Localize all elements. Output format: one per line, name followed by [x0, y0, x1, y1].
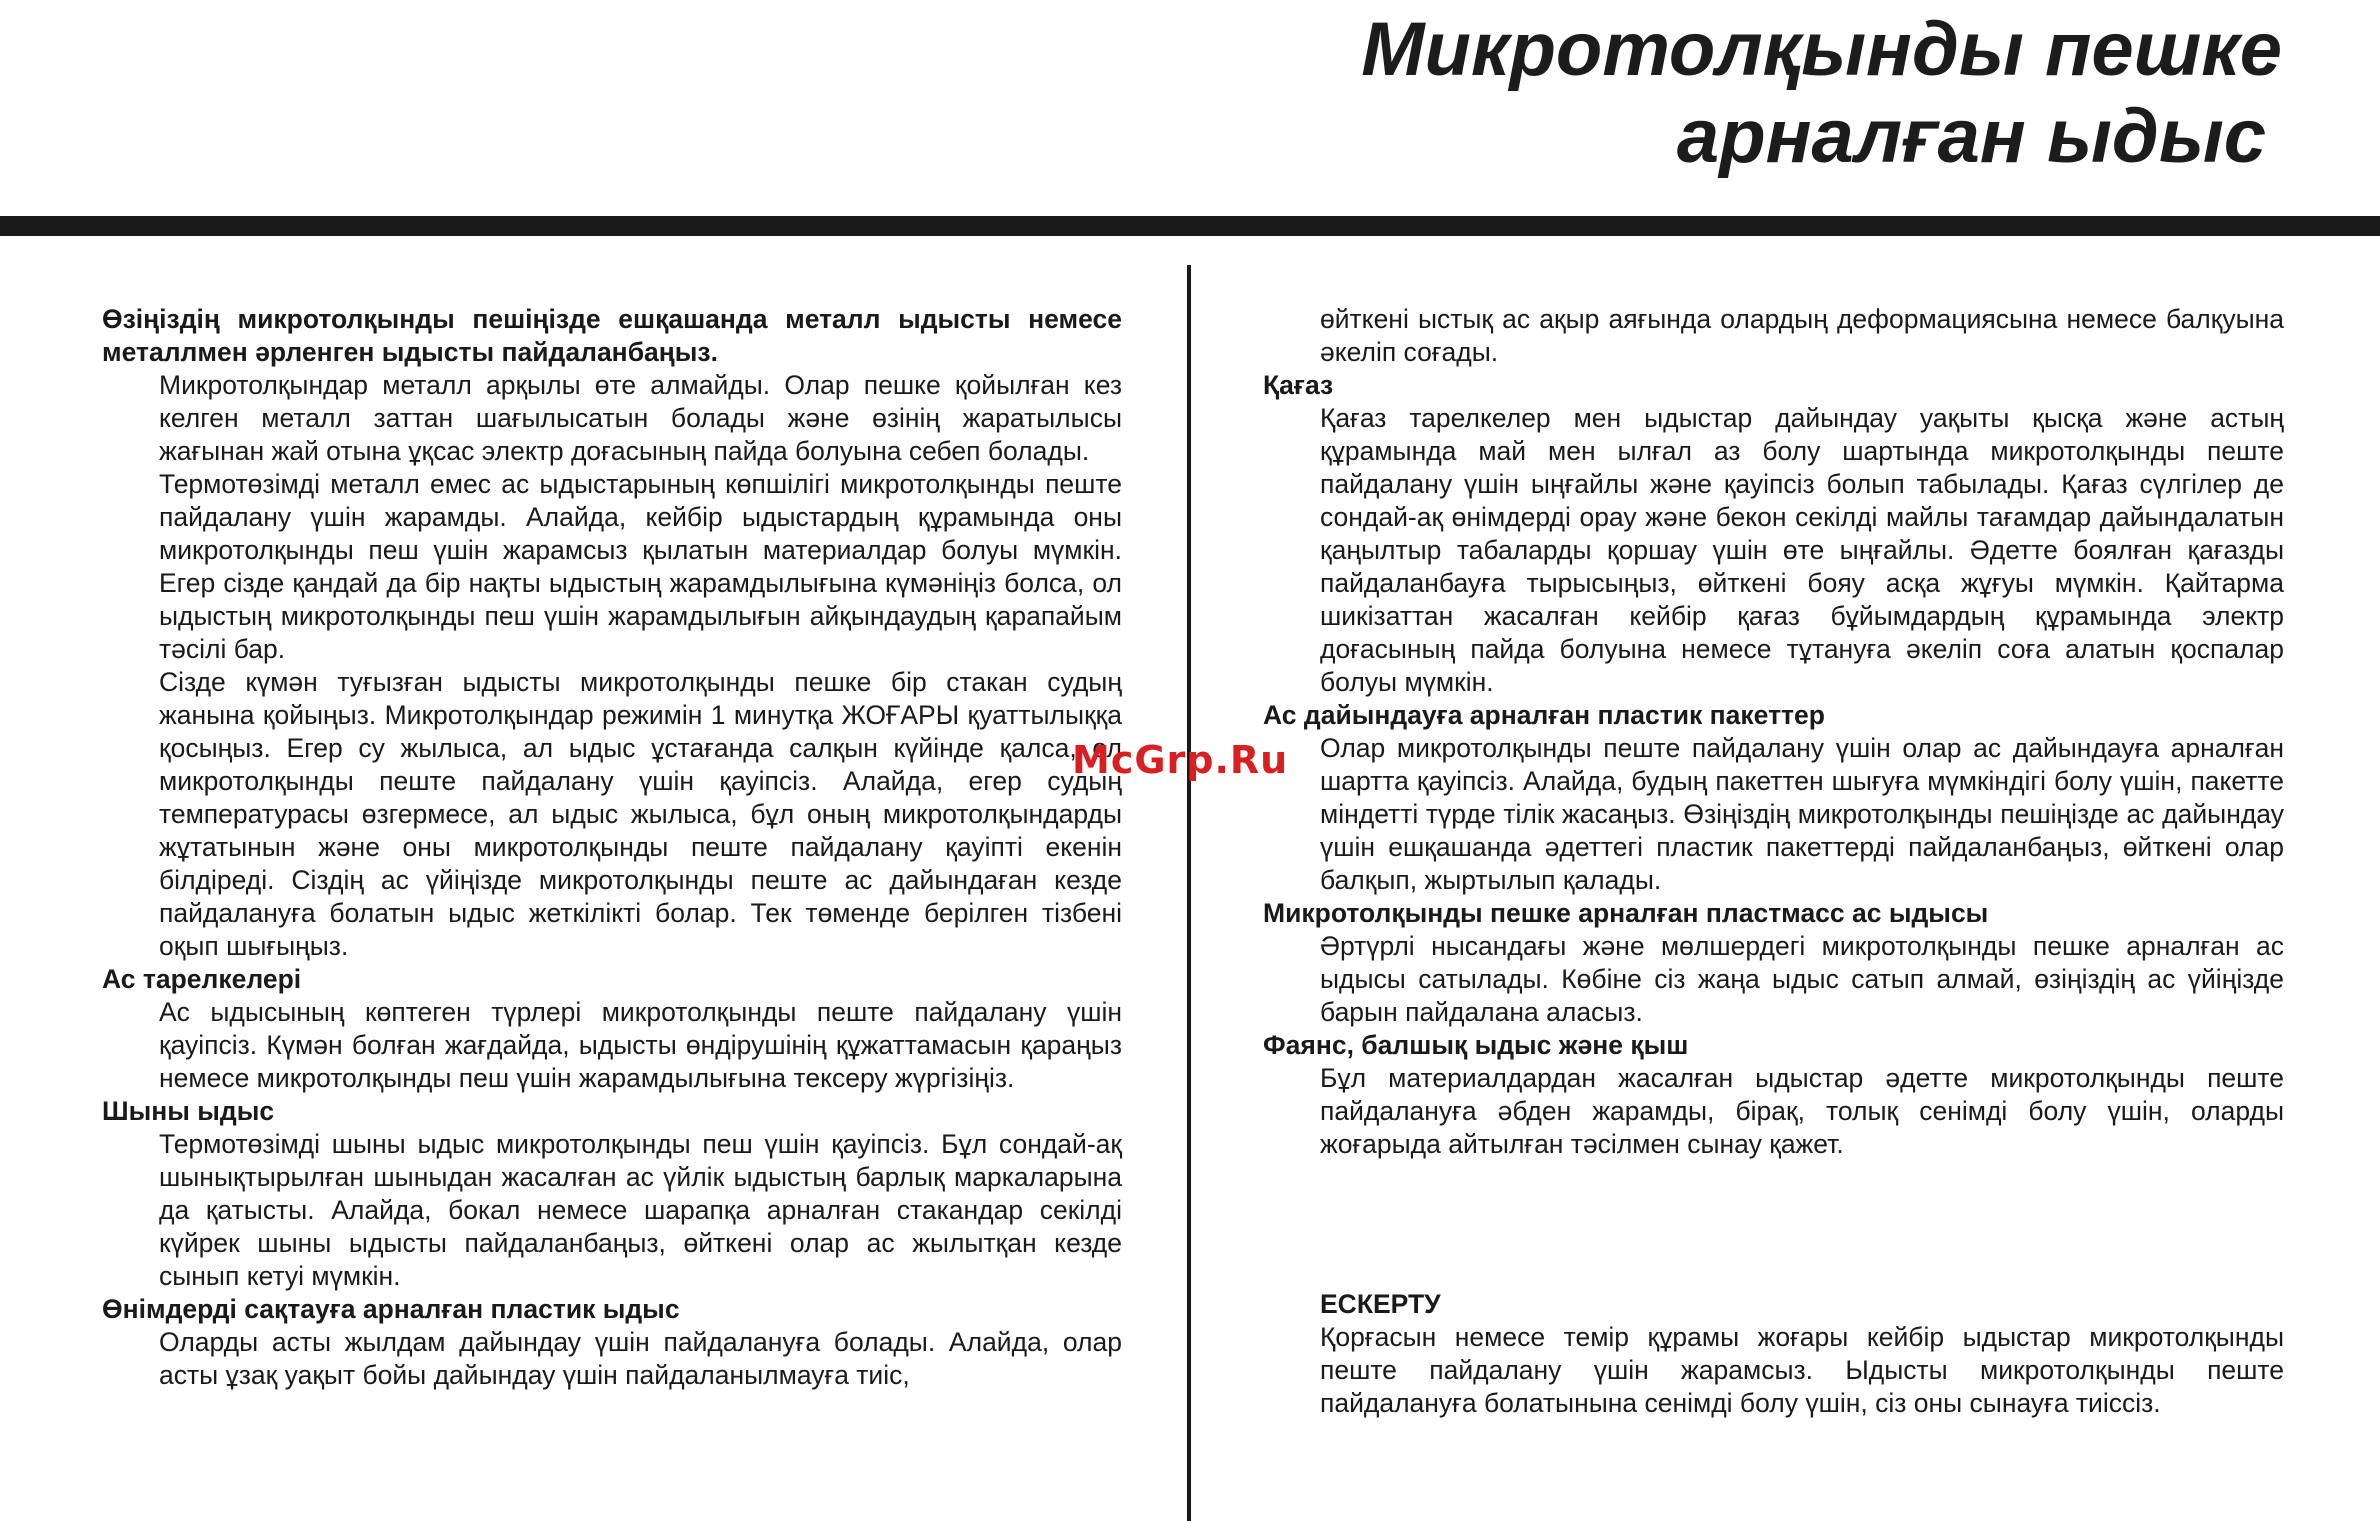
paragraph-paper: Қағаз тарелкелер мен ыдыстар дайындау уақыты қысқа және астың құрамында май мен ылғал аз болу шартында микротолқынды пеште пайдалану үшін ыңғайлы және қауіпсіз болып табылады. Қағаз сүлгілер де сондай-ақ өнімдерді орау және бекон секілді майлы тағамдар дайындалатын қаңылтыр табаларды қоршау үшін өте ыңғайлы. Әдетте боялған қағазды пайдаланбауға тырысыңыз, өйткені бояу асқа жұғуы мүмкін. Қайтарма шикізаттан жасалған кейбір қағаз бұйымдардың құрамында электр доғасының пайда болуына немесе тұтануға әкеліп соға алатын қоспалар болуы мүмкін.	[1320, 403, 2284, 697]
paragraph-storage: Оларды асты жылдам дайындау үшін пайдалануға болады. Алайда, олар асты ұзақ уақыт бойы дайындау үшін пайдаланылмауға тиіс,	[159, 1327, 1122, 1390]
paragraph-metal: Микротолқындар металл арқылы өте алмайды. Олар пешке қойылған кез келген металл заттан шағылысатын болады және өзінің жаратылысы жағынан жай отына ұқсас электр доғасының пайда болуына себеп болады.	[159, 370, 1122, 466]
column-divider	[1187, 265, 1191, 1521]
watermark-logo: McGrp.Ru	[1072, 738, 1289, 782]
page-title-line-2: арналған ыдыс	[1676, 94, 2266, 179]
intro-heading: Өзіңіздің микротолқынды пешіңізде ешқашанда металл ыдысты немесе металлмен әрленген ыдысты пайдаланбаңыз.	[102, 304, 1122, 367]
page-title	[1361, 6, 2282, 180]
heading-storage: Өнімдерді сақтауға арналған пластик ыдыс	[102, 1294, 680, 1324]
heading-microwave-plastic: Микротолқынды пешке арналған пластмасс ас ыдысы	[1263, 898, 1989, 928]
paragraph-ceramic: Бұл материалдардан жасалған ыдыстар әдетте микротолқынды пеште пайдалануға әбден жарамды, бірақ, толық сенімді болу үшін, оларды жоғарыда айтылған тәсілмен сынау қажет.	[1320, 1063, 2284, 1159]
heading-ceramic: Фаянс, балшық ыдыс және қыш	[1263, 1030, 1689, 1060]
note-text: Қорғасын немесе темір құрамы жоғары кейбір ыдыстар микротолқынды пеште пайдалану үшін жарамсыз. Ыдысты микротолқынды пеште пайдалануға болатынына сенімді болу үшін, сіз оны сынауға тиіссіз.	[1320, 1322, 2284, 1418]
heading-cooking-bags: Ас дайындауға арналған пластик пакеттер	[1263, 700, 1825, 730]
paragraph-heatproof: Термотөзімді металл емес ас ыдыстарының көпшілігі микротолқынды пеште пайдалану үшін жарамды. Алайда, кейбір ыдыстардың құрамында оны микротолқынды пеш үшін жарамсыз қылатын материалдар болуы мүмкін. Егер сізде қандай да бір нақты ыдыстың жарамдылығына күмәніңіз болса, ол ыдыстың микротолқынды пеш үшін жарамдылығын айқындаудың қарапайым тәсілі бар.	[159, 469, 1122, 664]
paragraph-plates: Ас ыдысының көптеген түрлері микротолқынды пеште пайдалану үшін қауіпсіз. Күмән болған жағдайда, ыдысты өндірушінің құжаттамасын қараңыз немесе микротолқынды пеш үшін жарамдылығына тексеру жүргізіңіз.	[159, 997, 1122, 1093]
page-title-line-1: Микротолқынды пешке	[1361, 7, 2282, 92]
note-title: ЕСКЕРТУ	[1320, 1289, 1441, 1319]
paragraph-test-method: Сізде күмән туғызған ыдысты микротолқынды пешке бір стакан судың жанына қойыңыз. Микротолқындар режимін 1 минутқа ЖОҒАРЫ қуаттылыққа қосыңыз. Егер су жылыса, ал ыдыс ұстағанда салқын күйінде қалса, ол микротолқынды пеште пайдалану үшін қауіпсіз. Алайда, егер судың температурасы өзгермесе, ал ыдыс жылыса, бұл оның микротолқындарды жұтатынын және оны микротолқынды пеште пайдалану қауіпті екенін білдіреді. Сіздің ас үйіңізде микротолқынды пеште ас дайындаған кезде пайдалануға болатын ыдыс жеткілікті болар. Тек төменде берілген тізбені оқып шығыңыз.	[159, 667, 1122, 961]
paragraph-storage-continued: өйткені ыстық ас ақыр аяғында олардың деформациясына немесе балқуына әкеліп соғады.	[1320, 304, 2284, 367]
header-rule	[0, 216, 2380, 236]
paragraph-cooking-bags: Олар микротолқынды пеште пайдалану үшін олар ас дайындауға арналған шартта қауіпсіз. Алайда, будың пакеттен шығуға мүмкіндігі болу үшін, пакетте міндетті түрде тілік жасаңыз. Өзіңіздің микротолқынды пешіңізде ас дайындау үшін ешқашанда әдеттегі пластик пакеттерді пайдаланбаңыз, өйткені олар балқып, жыртылып қалады.	[1320, 733, 2284, 895]
paragraph-microwave-plastic: Әртүрлі нысандағы және мөлшердегі микротолқынды пешке арналған ас ыдысы сатылады. Көбіне сіз жаңа ыдыс сатып алмай, өзіңіздің ас үйіңізде барын пайдалана аласыз.	[1320, 931, 2284, 1027]
right-column	[1263, 303, 2284, 1420]
left-column	[102, 303, 1122, 1392]
paragraph-glass: Термотөзімді шыны ыдыс микротолқынды пеш үшін қауіпсіз. Бұл сондай-ақ шынықтырылған шыныдан жасалған ас үйлік ыдыстың барлық маркаларына да қатысты. Алайда, бокал немесе шарапқа арналған стакандар секілді күйрек шыны ыдысты пайдаланбаңыз, өйткені олар ас жылытқан кезде сынып кетуі мүмкін.	[159, 1129, 1122, 1291]
heading-paper: Қағаз	[1263, 370, 1334, 400]
heading-plates: Ас тарелкелері	[102, 964, 302, 994]
heading-glass: Шыны ыдыс	[102, 1096, 275, 1126]
